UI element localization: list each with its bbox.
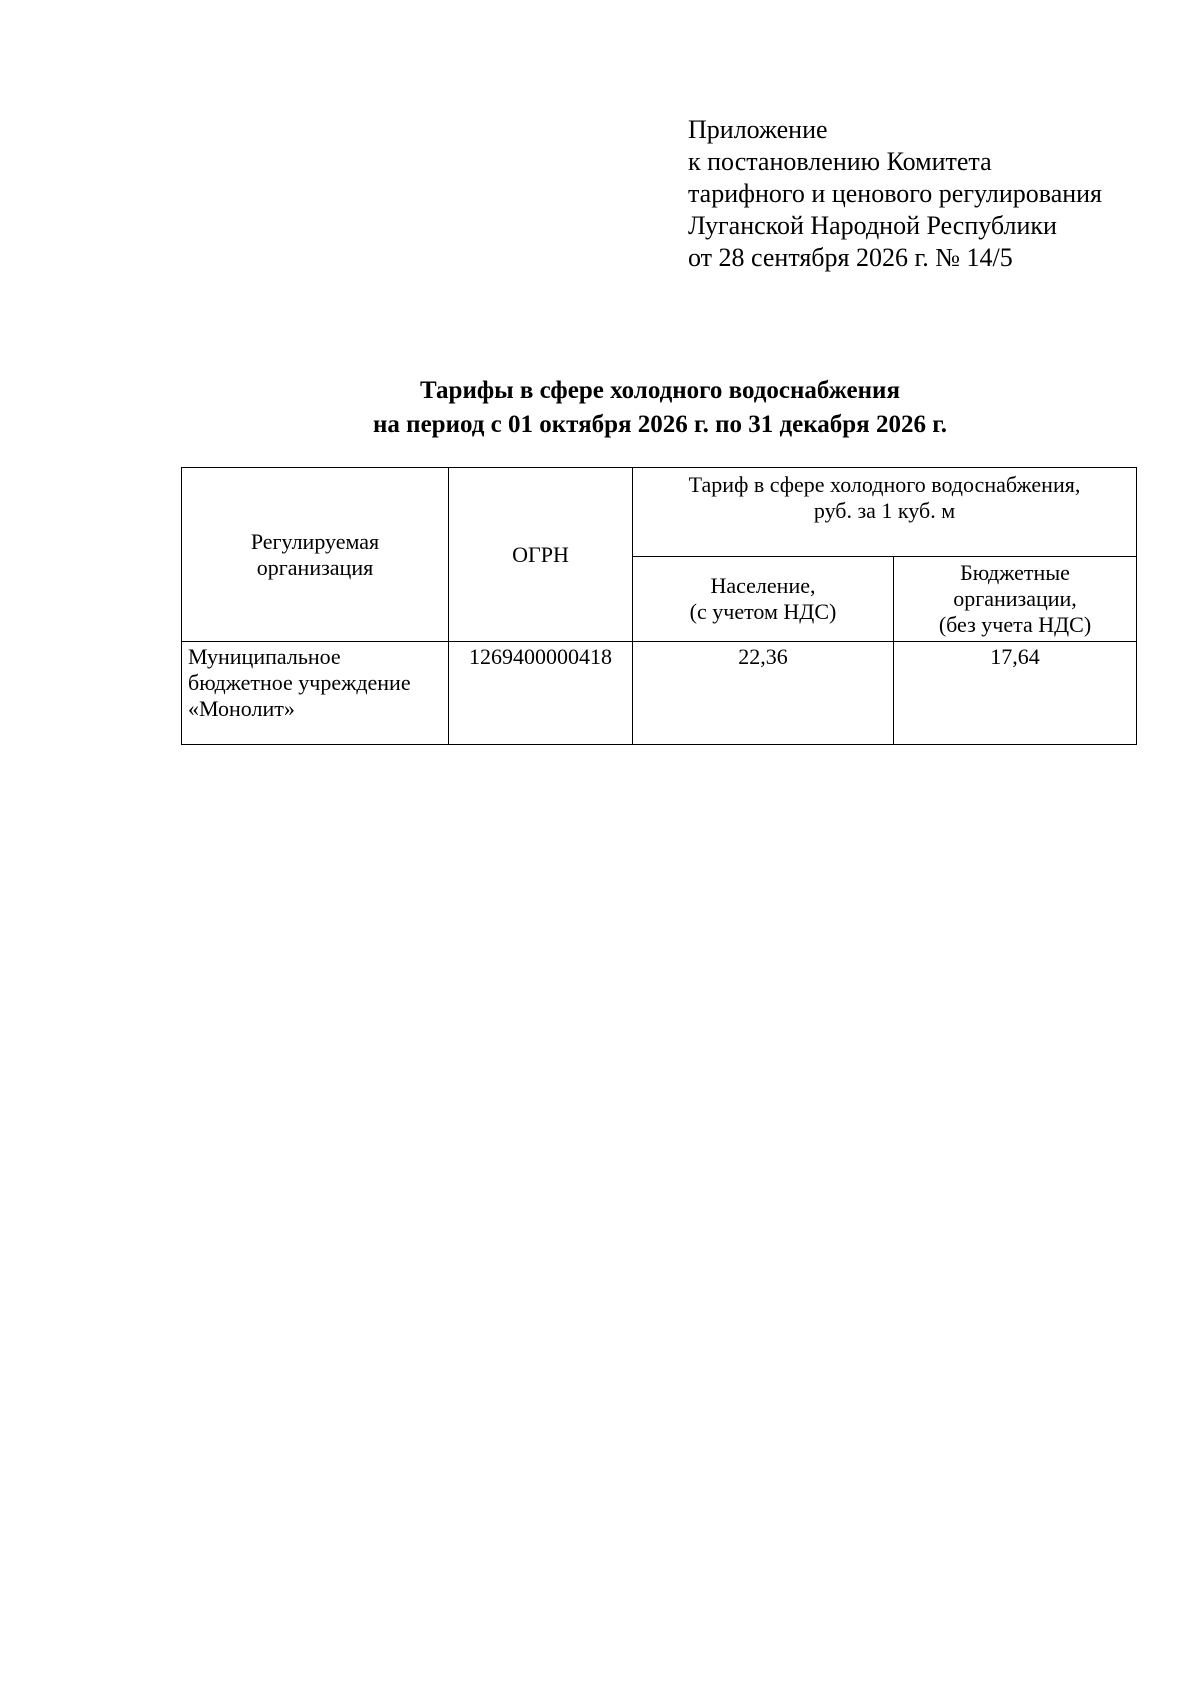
appendix-line: тарифного и ценового регулирования — [688, 179, 1103, 208]
appendix-line: Приложение — [688, 115, 828, 144]
header-tariff-group: Тариф в сфере холодного водоснабжения, руб. за 1 куб. м — [633, 468, 1137, 557]
table-row — [182, 642, 1137, 745]
header-ogrn: ОГРН — [449, 468, 633, 642]
appendix-line: от 28 сентября 2026 г. № 14/5 — [688, 243, 1013, 272]
header-population: Население, (с учетом НДС) — [633, 557, 894, 642]
appendix-line: к постановлению Комитета — [688, 147, 992, 176]
cell-organization: Муниципальное бюджетное учреждение «Монолит» — [182, 642, 449, 745]
tariff-table — [181, 467, 1137, 745]
cell-ogrn: 1269400000418 — [449, 642, 633, 745]
header-organization: Регулируемая организация — [182, 468, 449, 642]
title-line-2: на период с 01 октября 2026 г. по 31 декабря 2026 г. — [373, 411, 947, 438]
document-title — [150, 374, 1170, 442]
appendix-block — [688, 114, 1102, 274]
header-budget: Бюджетные организации, (без учета НДС) — [894, 557, 1137, 642]
title-line-1: Тарифы в сфере холодного водоснабжения — [419, 377, 900, 404]
cell-budget-tariff: 17,64 — [894, 642, 1137, 745]
table-header-row — [182, 468, 1137, 557]
appendix-line: Луганской Народной Республики — [688, 211, 1057, 240]
cell-population-tariff: 22,36 — [633, 642, 894, 745]
